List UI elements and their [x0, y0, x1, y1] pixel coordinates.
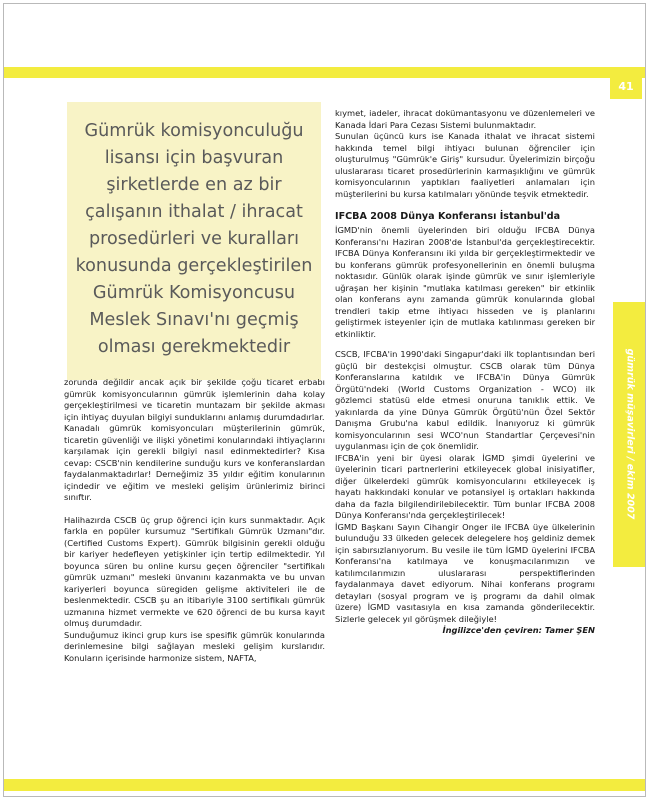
pull-quote-box [67, 102, 321, 380]
body-paragraph: Sunulan üçüncü kurs ise Kanada ithalat ve ihracat sistemi hakkında temel bilgi ihtiyacı bulunan öğrenciler için oluşturulmuş "Gümrük'e Giriş" kursudur. Üyelerimizin birçoğu uluslararası ticaret prosedürlerinin karmaşıklığını ve gümrük komisyoncularının yaptıkları faaliyetleri anlamaları için müşterilerini bu kursa katılmaları yönünde teşvik etmektedir. [335, 131, 595, 199]
page-number: 41 [610, 77, 642, 99]
magazine-page [3, 3, 646, 797]
body-paragraph: İGMD Başkanı Sayın Cihangir Onger ile IFCBA üye ülkelerinin bulunduğu 33 ülkeden gelecek delegelere hoş geldiniz demek için sabırsızlanıyorum. Bu vesile ile tüm İGMD üyelerini IFCBA Konferansı'na katılmaya ve konuşmacılarımızın ve katılımcılarımızın uluslararası perspektiflerinden faydalanmaya davet ediyorum. Nihai konferans programı detayları (sosyal program ve iş programı da dahil olmak üzere) İGMD vasıtasıyla en kısa zamanda gönderilecektir. Sizlerle gelecek yıl görüşmek dileğiyle! [335, 521, 595, 624]
left-column [64, 377, 325, 664]
right-column [335, 108, 595, 637]
body-paragraph: zorunda değildir ancak açık bir şekilde çoğu ticaret erbabı gümrük komisyoncularının gümrük işlemlerinin daha kolay gerçekleştirilmesi ve ticaretin muntazam bir şekilde akması için ihtiyaç duyulan bilgiyi sunduklarını anlamış durumdadırlar. [64, 377, 325, 422]
body-paragraph: Kanadalı gümrük komisyoncuları müşterilerinin gümrük, ticaretin güvenliği ve ilişki yönetimi konularındaki ihtiyaçlarını karşılamak için gerekli bilgiyi nasıl edinmektedirler? Kısa cevap: CSCB'nin kendilerine sunduğu kurs ve konferanslardan faydalanmaktadırlar! Derneğimiz 35 yıldır eğitim konularının içindedir ve eğitim ve mesleki gelişim ürünlerimiz birinci sınıftır. [64, 423, 325, 502]
body-paragraph: Sunduğumuz ikinci grup kurs ise spesifik gümrük konularında derinlemesine bilgi sağlayan mesleki gelişim kurslarıdır. Konuların içerisinde harmonize sistem, NAFTA, [64, 629, 325, 663]
section-heading: IFCBA 2008 Dünya Konferansı İstanbul'da [335, 211, 561, 222]
translator-credit: İngilizce'den çeviren: Tamer ŞEN [442, 625, 595, 635]
side-tab-label: gümrük müşavirleri / ekim 2007 [624, 348, 636, 520]
body-paragraph: Halihazırda CSCB üç grup öğrenci için kurs sunmaktadır. Açık farkla en popüler kursumuz "Sertifikalı Gümrük Uzmanı"dır. (Certified Customs Expert). Gümrük bilgisinin gerekli olduğu bir kariyer hedefleyen yetişkinler için tertip edilmektedir. Yıl boyunca süren bu online kursu geçen öğrenciler "sertifikalı gümrük uzmanı" mesleki ünvanını kazanmakta ve bu unvan kariyerleri boyunca süregiden gelişme aktiviteleri ile de beslenmektedir. CSCB şu an itibariyle 3100 sertifikalı gümrük uzmanına hizmet vermekte ve 620 öğrenci de bu kursa kayıt olmuş durumdadır. [64, 514, 325, 628]
body-paragraph: CSCB, IFCBA'in 1990'daki Singapur'daki ilk toplantısından beri güçlü bir destekçisi olmuştur. CSCB olarak tüm Dünya Konferanslarına katıldık ve IFCBA'in Dünya Gümrük Örgütü'ndeki (World Customs Organization - WCO) ilk gözlemci statüsü elde etmesi onuruna tanıklık ettik. Ve yakınlarda da yine Dünya Gümrük Örgütü'nün Özel Sektör Danışma Grubu'na kabul edildik. İnanıyoruz ki gümrük komisyoncularının sesi WCO'nun Standartlar Çerçevesi'nin uygulanması için de çok önemlidir. [335, 349, 595, 451]
side-tab [613, 302, 646, 567]
body-paragraph: İGMD'nin önemli üyelerinden biri olduğu IFCBA Dünya Konferansı'nı Haziran 2008'de İstanbul'da gerçekleştirecektir. IFCBA Dünya Konferansını iki yılda bir gerçekleştirmektedir ve bu konferans gümrük profesyonellerinin en önemli buluşma noktasıdır. Günlük olarak işinde gümrük ve sınır işlemleriyle uğraşan her kişinin "mutlaka katılması gereken" bir etkinlik olan konferans aynı zamanda gümrük konularında global trendleri takip etme ihtiyacı hisseden ve iş planlarını geliştirmek isteyenler için de mutlaka katılınması gereken bir etkinliktir. [335, 225, 595, 339]
body-paragraph: kıymet, iadeler, ihracat dokümantasyonu ve düzenlemeleri ve Kanada İdari Para Cezası Sistemi bulunmaktadır. [335, 108, 595, 130]
body-paragraph: IFCBA'in yeni bir üyesi olarak İGMD şimdi üyelerini ve üyelerinin ticari partnerlerini etkileyecek global inisiyatifler, diğer ülkelerdeki gümrük komisyoncularını etkileyecek iş hayatı hakkındaki konular ve potansiyel iş ortakları hakkında daha da fazla bilgilendirilebilecektir. Tüm bunlar IFCBA 2008 Dünya Konferansı'nda gerçekleştirilecek! [335, 452, 595, 520]
bottom-accent-band [4, 779, 645, 791]
pull-quote-text: Gümrük komisyonculuğu lisansı için başvuran şirketlerde en az bir çalışanın ithalat / ihracat prosedürleri ve kuralları konusunda gerçekleştirilen Gümrük Komisyoncusu Meslek Sınavı'nı geçmiş olması gerekmektedir [75, 121, 313, 357]
top-accent-band [4, 67, 645, 78]
